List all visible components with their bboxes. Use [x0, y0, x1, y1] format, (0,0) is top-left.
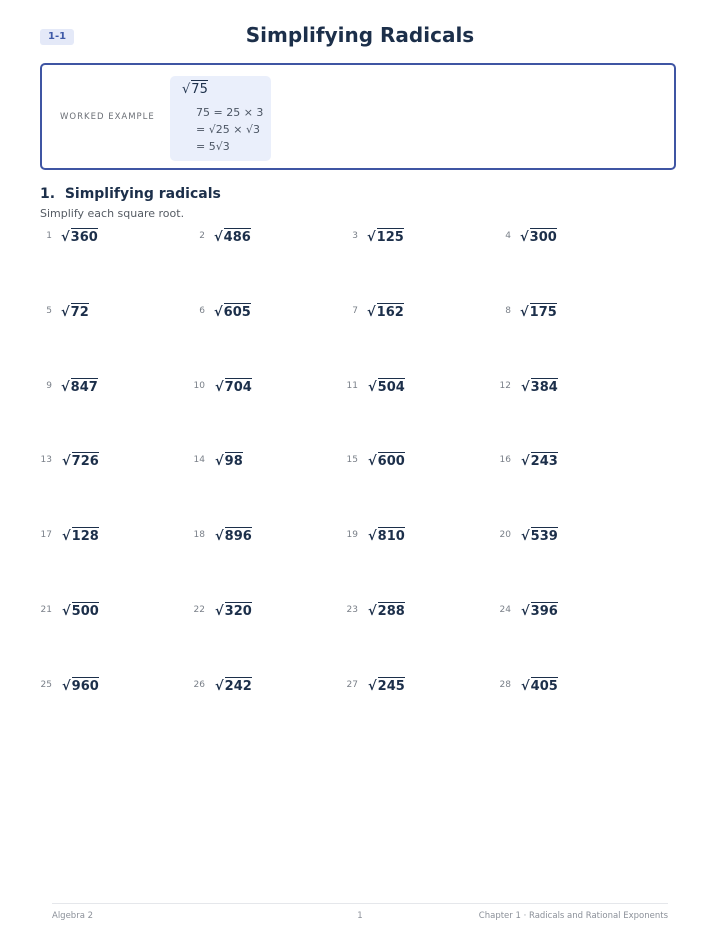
radical-sign-icon: √: [521, 529, 530, 545]
radical-sign-icon: √: [215, 454, 224, 470]
radical-sign-icon: √: [368, 379, 377, 395]
problem-radicand: 405: [530, 678, 558, 694]
problem-number: 6: [199, 305, 205, 316]
radical-sign-icon: √: [215, 529, 224, 545]
problem-number: 3: [352, 231, 358, 241]
radical-sign-icon: √: [208, 123, 216, 136]
radical-sign-icon: √: [215, 678, 224, 694]
footer-divider: [52, 903, 668, 904]
problem-number: 20: [499, 530, 511, 541]
problem-number: 14: [193, 455, 205, 466]
radical-sign-icon: √: [62, 604, 71, 619]
problem-number: 10: [193, 380, 205, 391]
problem-expression: [62, 529, 99, 544]
radical-sign-icon: √: [214, 304, 223, 320]
problem-expression: [521, 380, 558, 395]
lesson-badge: 1-1: [40, 29, 74, 45]
problem-number: 1: [46, 231, 52, 241]
radical-sign-icon: √: [61, 230, 70, 245]
problem-number: 7: [352, 305, 358, 316]
problem-radicand: 960: [71, 678, 99, 694]
problem-radicand: 539: [530, 529, 558, 545]
problem-radicand: 600: [377, 454, 405, 470]
problem-number: 19: [346, 530, 358, 541]
problem-expression: [215, 679, 252, 694]
problem-number: 2: [199, 231, 205, 241]
section-instructions: Simplify each square root.: [40, 207, 185, 220]
problem-number: 8: [505, 305, 511, 316]
problem-number: 28: [499, 679, 511, 690]
problem-radicand: 162: [376, 304, 404, 320]
radical-sign-icon: √: [368, 529, 377, 545]
problem-radicand: 245: [377, 678, 405, 694]
radical-sign-icon: √: [214, 230, 223, 245]
radical-sign-icon: √: [367, 304, 376, 320]
radical-sign-icon: √: [368, 678, 377, 694]
problem-expression: [214, 305, 251, 320]
radical-sign-icon: √: [520, 230, 529, 245]
radical-sign-icon: √: [215, 140, 223, 153]
problem-number: 17: [40, 530, 52, 541]
problem-expression: [61, 380, 98, 395]
problem-radicand: 128: [71, 529, 99, 545]
problem-expression: [215, 454, 243, 469]
problem-number: 22: [193, 605, 205, 615]
problem-expression: [520, 230, 557, 245]
footer-course: Algebra 2: [52, 911, 94, 921]
problem-number: 12: [499, 380, 511, 391]
section-title: 1. Simplifying radicals: [40, 186, 221, 202]
problem-radicand: 384: [530, 379, 558, 395]
radical-sign-icon: √: [62, 678, 71, 694]
radical-sign-icon: √: [215, 379, 224, 395]
footer-page-number: 1: [357, 911, 363, 921]
problem-number: 26: [193, 679, 205, 690]
problem-number: 4: [505, 231, 511, 241]
radical-sign-icon: √: [215, 604, 224, 619]
example-problem: [182, 82, 208, 97]
radical-sign-icon: √: [245, 123, 253, 136]
problem-expression: [367, 230, 404, 245]
problem-expression: [215, 604, 252, 619]
radical-sign-icon: √: [61, 379, 70, 395]
worked-example-card: [170, 76, 271, 161]
problem-expression: [521, 529, 558, 544]
problem-number: 13: [40, 455, 52, 466]
worked-example-box: [40, 63, 676, 170]
example-radicand: 75: [191, 82, 208, 97]
problem-number: 5: [46, 305, 52, 316]
example-step-3: = 5√3: [196, 140, 230, 153]
problem-expression: [521, 679, 558, 694]
problem-radicand: 605: [223, 304, 251, 320]
problem-expression: [367, 305, 404, 320]
problem-radicand: 98: [224, 454, 243, 470]
problem-number: 15: [346, 455, 358, 466]
problem-expression: [368, 679, 405, 694]
example-step-1: 75 = 25 × 3: [196, 106, 264, 119]
problem-radicand: 360: [70, 230, 98, 245]
worked-example-label: WORKED EXAMPLE: [60, 112, 155, 122]
problem-expression: [521, 604, 558, 619]
problem-radicand: 72: [70, 304, 89, 320]
problem-expression: [215, 380, 252, 395]
problem-radicand: 175: [529, 304, 557, 320]
radical-sign-icon: √: [521, 379, 530, 395]
problem-radicand: 243: [530, 454, 558, 470]
problem-expression: [214, 230, 251, 245]
problem-radicand: 504: [377, 379, 405, 395]
problem-radicand: 896: [224, 529, 252, 545]
footer-chapter: Chapter 1 · Radicals and Rational Exponents: [478, 911, 668, 921]
problem-expression: [520, 305, 557, 320]
problem-expression: [521, 454, 558, 469]
problem-radicand: 500: [71, 604, 99, 619]
problem-expression: [368, 380, 405, 395]
radical-sign-icon: √: [182, 82, 191, 97]
problem-number: 18: [193, 530, 205, 541]
problem-number: 27: [346, 679, 358, 690]
problem-radicand: 288: [377, 604, 405, 619]
problem-radicand: 704: [224, 379, 252, 395]
radical-sign-icon: √: [61, 304, 70, 320]
problem-radicand: 486: [223, 230, 251, 245]
problem-radicand: 125: [376, 230, 404, 245]
problem-expression: [368, 604, 405, 619]
radical-sign-icon: √: [520, 304, 529, 320]
problem-radicand: 726: [71, 454, 99, 470]
radical-sign-icon: √: [521, 454, 530, 470]
problem-number: 25: [40, 679, 52, 690]
problem-radicand: 396: [530, 604, 558, 619]
problem-number: 9: [46, 380, 52, 391]
radical-sign-icon: √: [368, 604, 377, 619]
problem-number: 16: [499, 455, 511, 466]
problem-expression: [368, 454, 405, 469]
radical-sign-icon: √: [62, 454, 71, 470]
problem-number: 11: [346, 380, 358, 391]
problem-expression: [368, 529, 405, 544]
problem-expression: [62, 604, 99, 619]
problem-radicand: 300: [529, 230, 557, 245]
radical-sign-icon: √: [62, 529, 71, 545]
problem-radicand: 242: [224, 678, 252, 694]
problem-number: 21: [40, 605, 52, 615]
page-title: Simplifying Radicals: [245, 23, 475, 47]
problem-number: 24: [499, 605, 511, 615]
radical-sign-icon: √: [521, 678, 530, 694]
problem-radicand: 847: [70, 379, 98, 395]
example-step-2: = √25 × √3: [196, 123, 260, 136]
radical-sign-icon: √: [521, 604, 530, 619]
problem-expression: [61, 305, 89, 320]
problem-expression: [62, 679, 99, 694]
radical-sign-icon: √: [367, 230, 376, 245]
problem-expression: [215, 529, 252, 544]
problem-radicand: 320: [224, 604, 252, 619]
problem-expression: [61, 230, 98, 245]
problem-expression: [62, 454, 99, 469]
problem-number: 23: [346, 605, 358, 615]
radical-sign-icon: √: [368, 454, 377, 470]
problem-radicand: 810: [377, 529, 405, 545]
